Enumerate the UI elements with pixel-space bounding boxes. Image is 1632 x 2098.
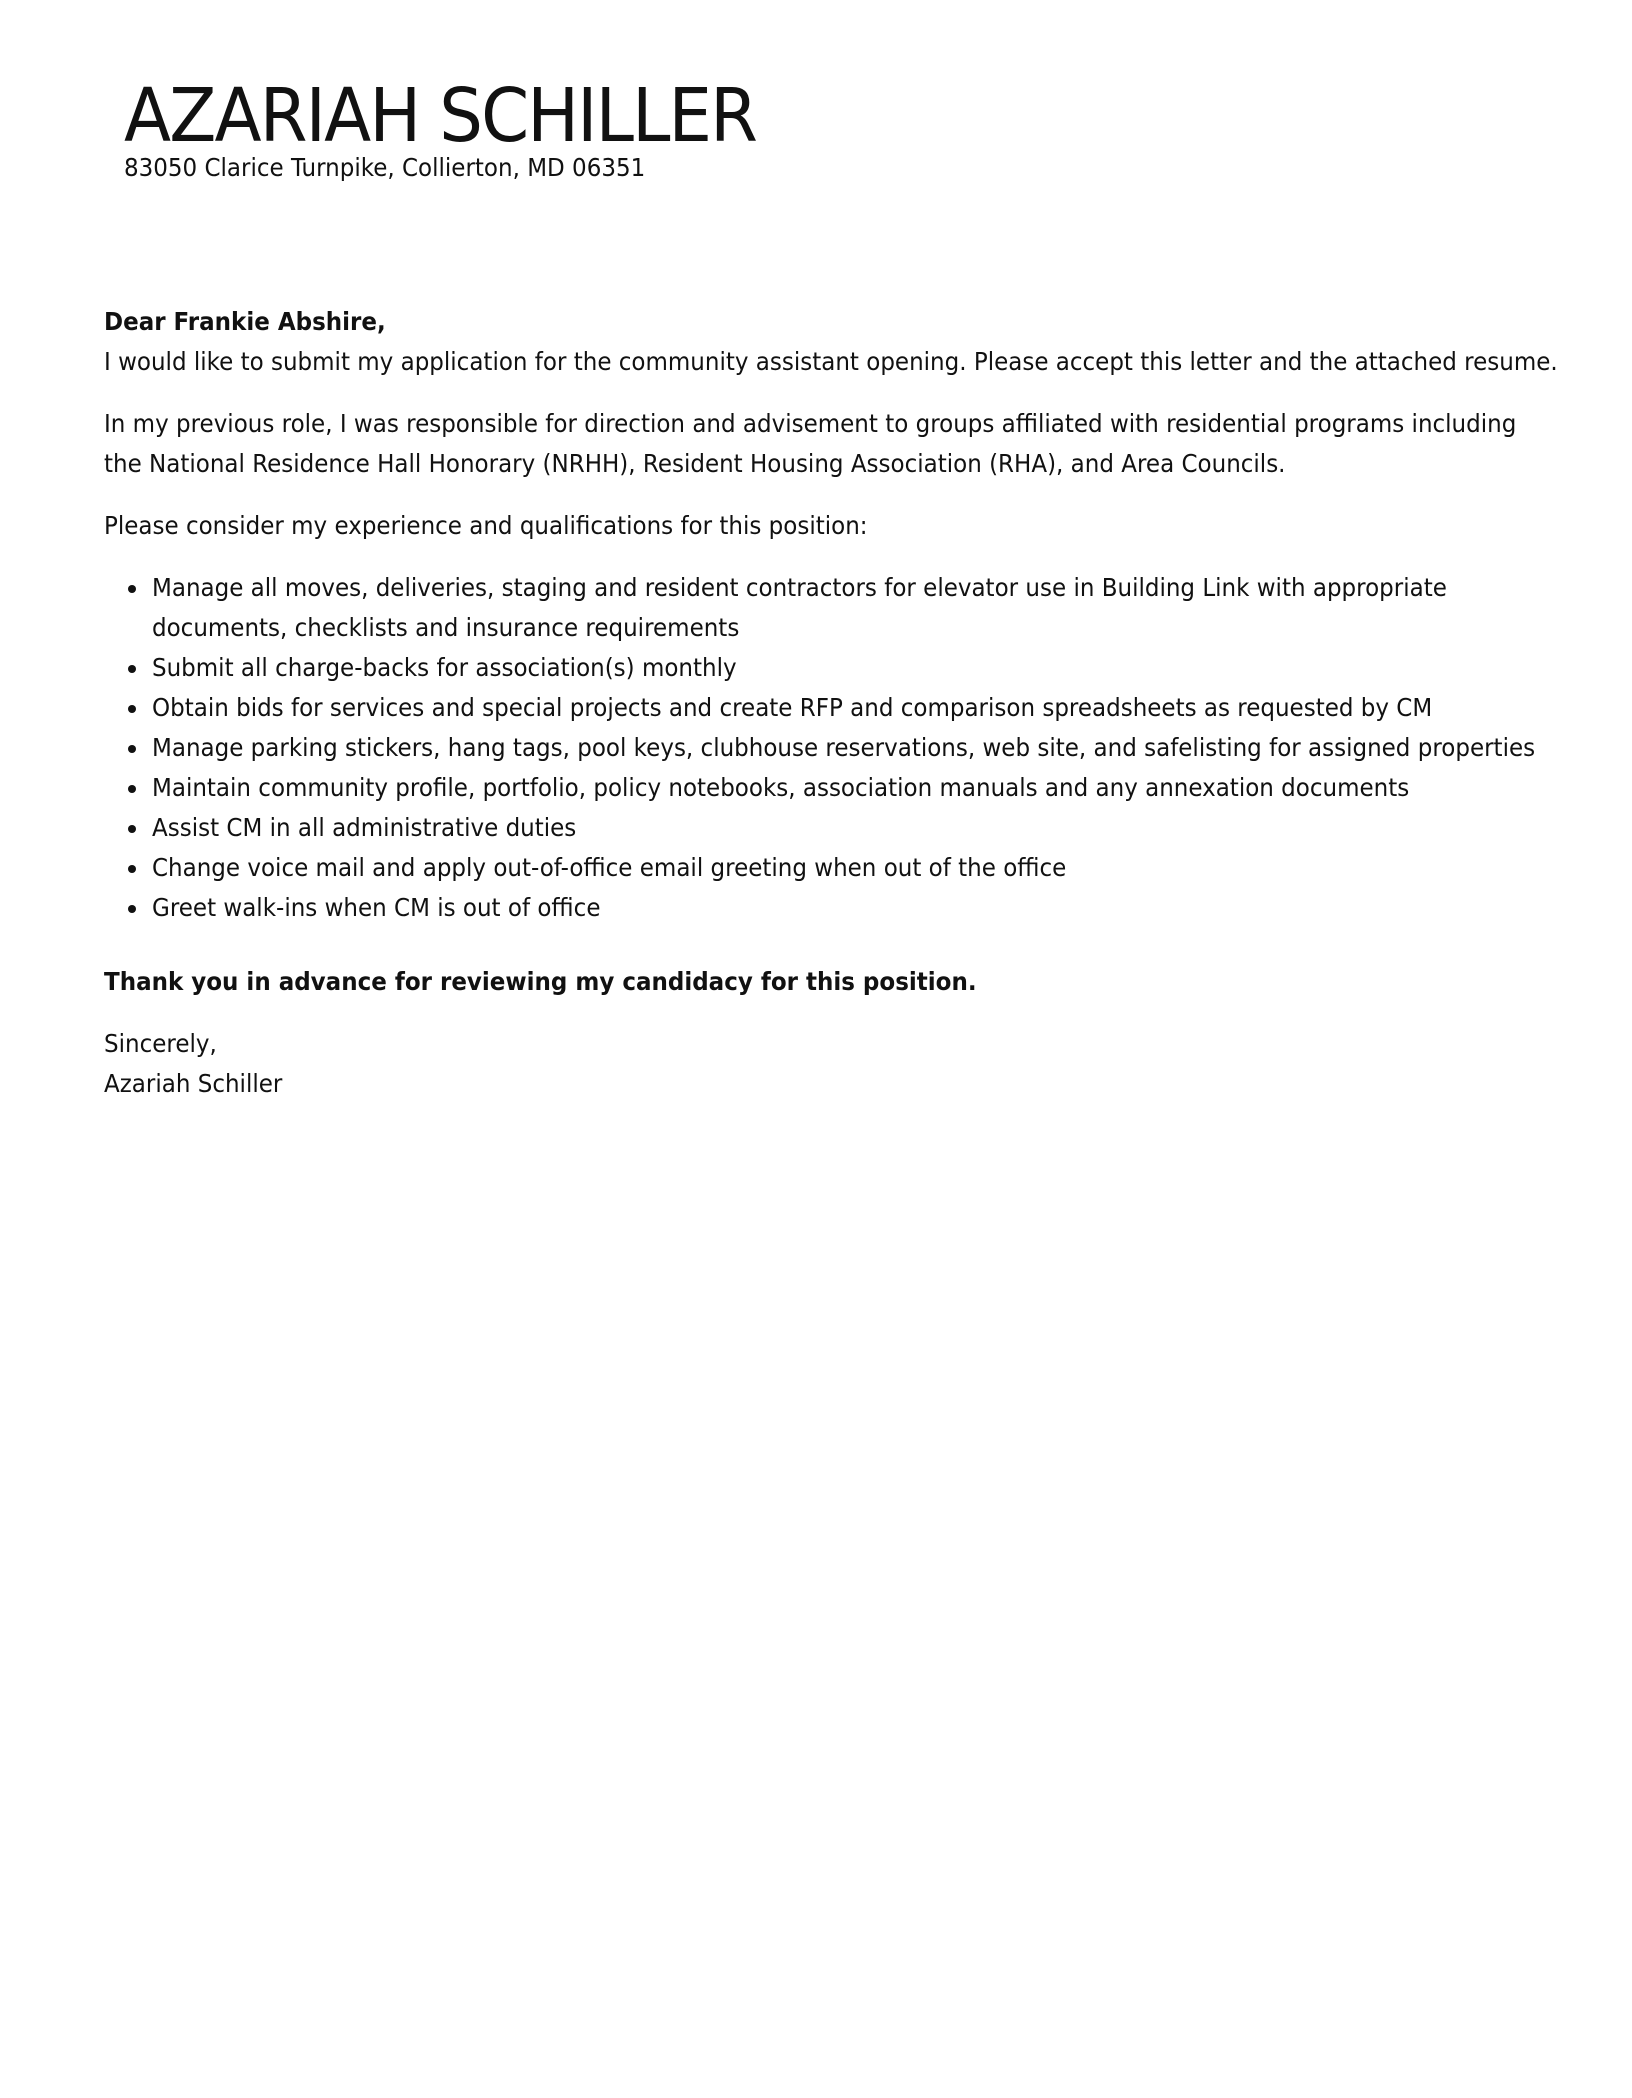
qualifications-list [104, 568, 1564, 928]
list-item: Manage all moves, deliveries, staging and resident contractors for elevator use in Building Link with appropriate documents, checklists and insurance requirements [152, 568, 1564, 648]
bullet-icon [128, 585, 136, 593]
list-item: Obtain bids for services and special projects and create RFP and comparison spreadsheets as requested by CM [152, 688, 1564, 728]
thanks-paragraph: Thank you in advance for reviewing my candidacy for this position. [104, 967, 977, 996]
bullet-icon [128, 785, 136, 793]
list-item: Change voice mail and apply out-of-office email greeting when out of the office [152, 848, 1564, 888]
bullet-icon [128, 865, 136, 873]
list-item: Manage parking stickers, hang tags, pool keys, clubhouse reservations, web site, and safelisting for assigned properties [152, 728, 1564, 768]
previous-role-paragraph: In my previous role, I was responsible for direction and advisement to groups affiliated with residential programs including the National Residence Hall Honorary (NRHH), Resident Housing Association (RHA), and Area Councils. [104, 409, 1517, 478]
bullet-icon [128, 825, 136, 833]
qualifications-intro: Please consider my experience and qualifications for this position: [104, 511, 868, 540]
list-item: Assist CM in all administrative duties [152, 808, 1564, 848]
list-item: Submit all charge-backs for association(s) monthly [152, 648, 1564, 688]
letter-body [104, 302, 1564, 1104]
bullet-icon [128, 665, 136, 673]
list-item: Maintain community profile, portfolio, policy notebooks, association manuals and any annexation documents [152, 768, 1564, 808]
salutation: Dear Frankie Abshire, [104, 307, 386, 336]
list-item: Greet walk-ins when CM is out of office [152, 888, 1564, 928]
letter-header [124, 70, 1524, 182]
applicant-address: 83050 Clarice Turnpike, Collierton, MD 06351 [124, 153, 646, 182]
bullet-icon [128, 905, 136, 913]
signature-name: Azariah Schiller [104, 1069, 283, 1098]
intro-paragraph: I would like to submit my application for the community assistant opening. Please accept this letter and the attached resume. [104, 347, 1558, 376]
bullet-icon [128, 745, 136, 753]
applicant-name: AZARIAH SCHILLER [124, 73, 757, 159]
bullet-icon [128, 705, 136, 713]
closing-phrase: Sincerely, [104, 1029, 217, 1058]
closing-block [104, 1024, 1564, 1104]
